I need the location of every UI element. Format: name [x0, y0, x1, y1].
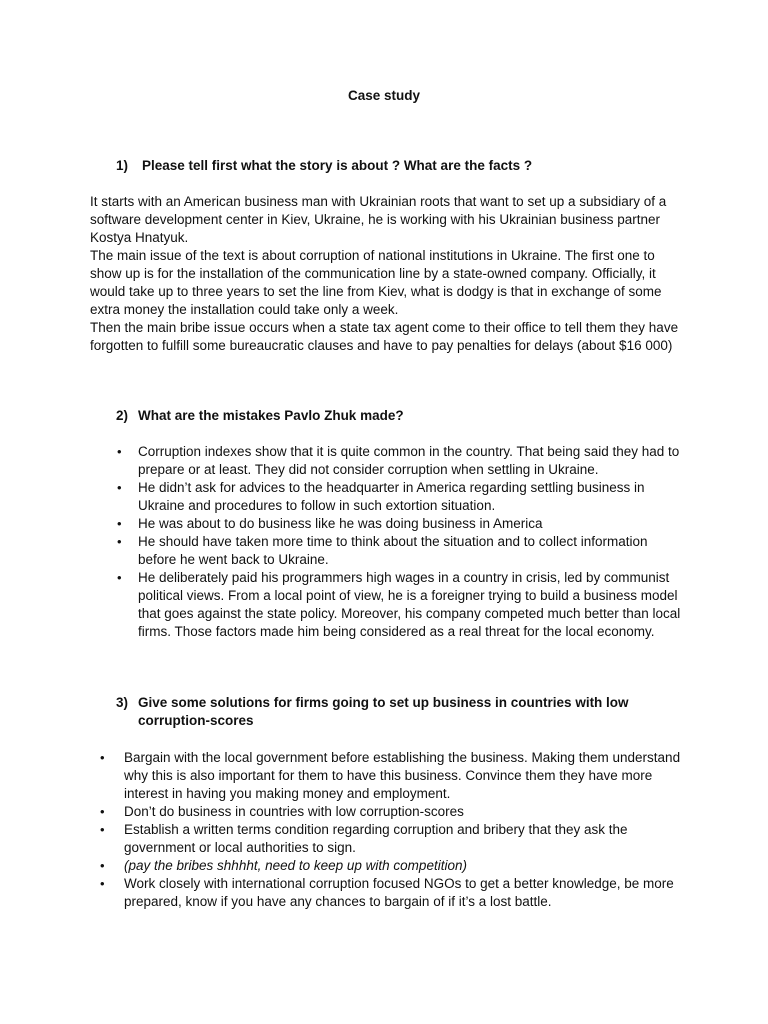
question-3-bullet-list	[100, 749, 682, 911]
list-item-text: Don’t do business in countries with low corruption-scores	[124, 804, 464, 819]
question-2-bullet-list	[117, 443, 682, 641]
list-item-text: He deliberately paid his programmers high wages in a country in crisis, led by communist political views. From a local point of view, he is a foreigner trying to build a business model that goes against the state policy. Moreover, his company competed much better than local firms. Those factors made him being considered as a real threat for the local economy.	[138, 570, 681, 639]
question-2-number: 2)	[116, 408, 129, 423]
bullet-marker: •	[100, 876, 105, 891]
question-3-text: Give some solutions for firms going to set up business in countries with low corruption-scores	[138, 695, 629, 728]
list-item-text: Establish a written terms condition regarding corruption and bribery that they ask the government or local authorities to sign.	[124, 822, 628, 855]
list-item-text: He should have taken more time to think about the situation and to collect information before he went back to Ukraine.	[138, 534, 648, 567]
list-item	[100, 749, 682, 803]
list-item	[117, 569, 682, 641]
list-item-text: Corruption indexes show that it is quite common in the country. That being said they had to prepare or at least. They did not consider corruption when settling in Ukraine.	[138, 444, 680, 477]
question-1-number: 1)	[116, 158, 129, 173]
list-item	[117, 515, 682, 533]
list-item	[117, 443, 682, 479]
list-item	[100, 821, 682, 857]
bullet-marker: •	[100, 750, 105, 765]
list-item	[100, 803, 682, 821]
answer-paragraph: It starts with an American business man with Ukrainian roots that want to set up a subsidiary of a software development center in Kiev, Ukraine, he is working with his Ukrainian business partner Kostya Hnatyuk.	[90, 194, 667, 245]
list-item-text: (pay the bribes shhhht, need to keep up with competition)	[124, 858, 467, 873]
question-1-heading	[116, 157, 676, 175]
answer-paragraph: Then the main bribe issue occurs when a state tax agent come to their office to tell them they have forgotten to fulfill some bureaucratic clauses and have to pay penalties for delays (about $16 000)	[90, 320, 679, 353]
bullet-marker: •	[100, 804, 105, 819]
page-title: Case study	[347, 88, 421, 103]
bullet-marker: •	[117, 480, 122, 495]
question-3-number: 3)	[116, 695, 129, 710]
list-item	[117, 479, 682, 515]
list-item-text: Bargain with the local government before establishing the business. Making them understand why this is also important for them to have this business. Convince them they have more interest in having you making money and employment.	[124, 750, 681, 801]
list-item	[100, 875, 682, 911]
list-item	[100, 857, 682, 875]
list-item-text: Work closely with international corruption focused NGOs to get a better knowledge, be more prepared, know if you have any chances to bargain of if it’s a lost battle.	[124, 876, 674, 909]
question-3-heading	[116, 694, 676, 730]
bullet-marker: •	[117, 516, 122, 531]
question-2-heading	[116, 407, 676, 425]
bullet-marker: •	[117, 534, 122, 549]
answer-paragraph: The main issue of the text is about corruption of national institutions in Ukraine. The first one to show up is for the installation of the communication line by a state-owned company. Officially, it would take up to three years to set the line from Kiev, what is dodgy is that in exchange of some extra money the installation could take only a week.	[90, 248, 662, 317]
bullet-marker: •	[100, 822, 105, 837]
bullet-marker: •	[117, 570, 122, 585]
bullet-marker: •	[100, 858, 105, 873]
list-item	[117, 533, 682, 569]
question-1-text: Please tell first what the story is about ? What are the facts ?	[142, 158, 533, 173]
question-1-answer	[90, 193, 680, 355]
question-2-text: What are the mistakes Pavlo Zhuk made?	[138, 408, 404, 423]
bullet-marker: •	[117, 444, 122, 459]
list-item-text: He didn’t ask for advices to the headquarter in America regarding settling business in Ukraine and procedures to follow in such extortion situation.	[138, 480, 645, 513]
list-item-text: He was about to do business like he was doing business in America	[138, 516, 543, 531]
